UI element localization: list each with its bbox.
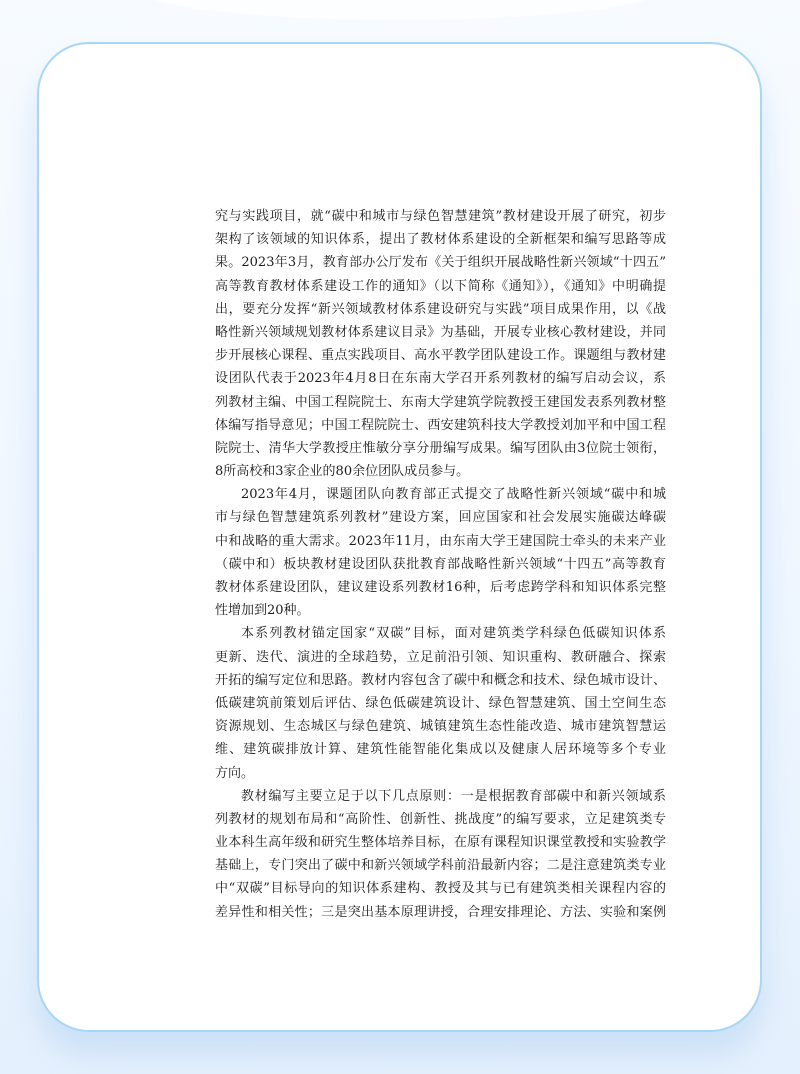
text-line: 果。2023年3月，教育部办公厅发布《关于组织开展战略性新兴领域“十四五”: [215, 255, 666, 271]
paragraph: [215, 483, 666, 622]
text-line: 开拓的编写定位和思路。教材内容包含了碳中和概念和技术、绿色城市设计、: [215, 672, 666, 688]
text-line: 差异性和相关性；三是突出基本原理讲授，合理安排理论、方法、实验和案例: [215, 904, 666, 920]
text-line: 性增加到20种。: [215, 603, 310, 619]
text-line: 本系列教材锚定国家“双碳”目标，面对建筑类学科绿色低碳知识体系: [241, 626, 666, 642]
paragraph: [215, 622, 666, 784]
text-line: 2023年4月，课题团队向教育部正式提交了战略性新兴领域“碳中和城: [241, 487, 666, 503]
text-line: 中和战略的重大需求。2023年11月，由东南大学王建国院士牵头的未来产业: [215, 533, 666, 549]
text-line: 8所高校和3家企业的80余位团队成员参与。: [215, 464, 470, 480]
text-line: 出，要充分发挥“新兴领域教材体系建设研究与实践”项目成果作用，以《战: [215, 301, 666, 317]
paragraph: [215, 785, 666, 924]
text-line: 业本科生高年级和研究生整体培养目标，在原有课程知识课堂教授和实验教学: [215, 835, 666, 851]
text-line: 究与实践项目，就“碳中和城市与绿色智慧建筑”教材建设开展了研究，初步: [215, 209, 666, 224]
text-line: 高等教育教材体系建设工作的通知》（以下简称《通知》），《通知》中明确提: [215, 278, 666, 294]
text-line: 市与绿色智慧建筑系列教材”建设方案，回应国家和社会发展实施碳达峰碳: [215, 510, 666, 526]
text-line: 资源规划、生态城区与绿色建筑、城镇建筑生态性能改造、城市建筑智慧运: [215, 719, 666, 735]
text-line: 维、建筑碳排放计算、建筑性能智能化集成以及健康人居环境等多个专业: [215, 742, 666, 758]
text-line: 体编写指导意见；中国工程院院士、西安建筑科技大学教授刘加平和中国工程: [215, 417, 666, 433]
text-line: 院院士、清华大学教授庄惟敏分享分册编写成果。编写团队由3位院士领衔，: [215, 440, 666, 456]
text-line: 方向。: [215, 765, 255, 781]
text-line: 基础上，专门突出了碳中和新兴领域学科前沿最新内容；二是注意建筑类专业: [215, 858, 666, 874]
text-line: 教材编写主要立足于以下几点原则：一是根据教育部碳中和新兴领域系: [241, 788, 666, 804]
paragraph: [215, 205, 666, 483]
text-line: 教材体系建设团队，建议建设系列教材16种，后考虑跨学科和知识体系完整: [215, 580, 666, 595]
text-line: 略性新兴领域规划教材体系建议目录》为基础，开展专业核心教材建设，并同: [215, 324, 666, 340]
text-line: 设团队代表于2023年4月8日在东南大学召开系列教材的编写启动会议，系: [215, 371, 666, 387]
document-body: [215, 205, 666, 924]
text-line: 架构了该领域的知识体系，提出了教材体系建设的全新框架和编写思路等成: [215, 232, 666, 248]
text-line: （碳中和）板块教材建设团队获批教育部战略性新兴领域“十四五”高等教育: [215, 556, 666, 572]
text-line: 列教材的规划布局和“高阶性、创新性、挑战度”的编写要求，立足建筑类专: [215, 811, 666, 827]
text-line: 更新、迭代、演进的全球趋势，立足前沿引领、知识重构、教研融合、探索: [215, 649, 666, 665]
top-decoration: [140, 0, 660, 20]
text-line: 列教材主编、中国工程院院士、东南大学建筑学院教授王建国发表系列教材整: [215, 394, 666, 410]
text-line: 步开展核心课程、重点实践项目、高水平教学团队建设工作。课题组与教材建: [215, 348, 666, 364]
text-line: 中“双碳”目标导向的知识体系建构、教授及其与已有建筑类相关课程内容的: [215, 881, 666, 897]
text-line: 低碳建筑前策划后评估、绿色低碳建筑设计、绿色智慧建筑、国土空间生态: [215, 695, 666, 711]
